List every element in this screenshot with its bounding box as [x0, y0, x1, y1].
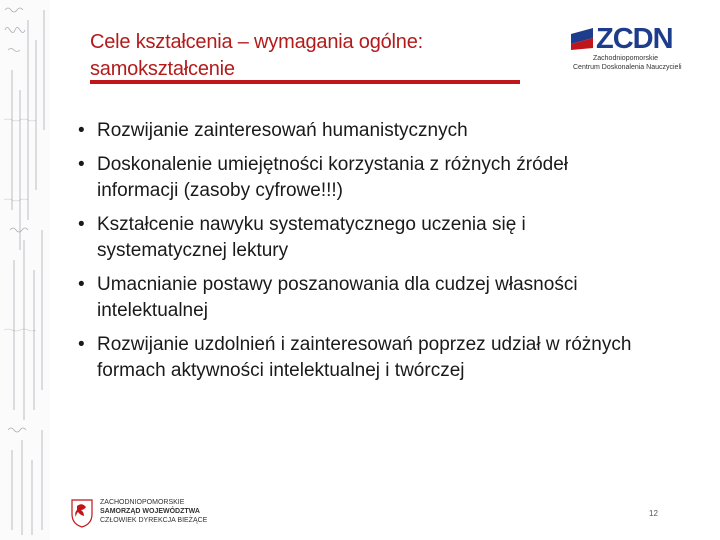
bullet-item: [75, 118, 645, 144]
bullet-text: Rozwijanie zainteresowań humanistycznych: [97, 120, 468, 141]
footer-line3: CZŁOWIEK DYREKCJA BIEŻĄCE: [100, 517, 208, 524]
footer-logo: [70, 496, 208, 530]
page-number: 12: [649, 509, 658, 518]
griffin-crest-icon: [70, 498, 94, 528]
bullet-text: Kształcenie nawyku systematycznego uczenia się i systematycznej lektury: [97, 214, 526, 261]
footer-line1: ZACHODNIOPOMORSKIE: [100, 499, 185, 506]
footer-line2: SAMORZĄD WOJEWÓDZTWA: [100, 508, 200, 515]
bullet-text: Rozwijanie uzdolnień i zainteresowań poprzez udział w różnych formach aktywności intelektualnej i twórczej: [97, 334, 632, 381]
bullet-marker: •: [78, 334, 85, 355]
footer-text: [100, 498, 207, 525]
handwriting-strip-graphic: [0, 0, 50, 540]
handwriting-decoration: [0, 0, 50, 540]
logo-wordmark: ZCDN: [596, 23, 673, 55]
slide-title: [90, 29, 510, 83]
zcdn-flag-icon: [571, 28, 593, 50]
bullet-marker: •: [78, 120, 85, 141]
bullet-marker: •: [78, 274, 85, 295]
logo-subtitle-line2: Centrum Doskonalenia Nauczycieli: [573, 64, 682, 71]
bullet-marker: •: [78, 154, 85, 175]
bullet-item: [75, 332, 645, 384]
bullet-item: [75, 212, 645, 264]
bullet-item: [75, 152, 645, 204]
bullet-item: [75, 272, 645, 324]
zcdn-logo: [571, 23, 683, 76]
slide-title-line2: samokształcenie: [90, 58, 235, 80]
bullet-text: Doskonalenie umiejętności korzystania z różnych źródeł informacji (zasoby cyfrowe!!!): [97, 154, 569, 201]
logo-subtitle-line1: Zachodniopomorskie: [593, 55, 658, 62]
slide-title-line1: Cele kształcenia – wymagania ogólne:: [90, 31, 423, 53]
bullet-marker: •: [78, 214, 85, 235]
bullet-list: [75, 118, 645, 392]
bullet-text: Umacnianie postawy poszanowania dla cudzej własności intelektualnej: [97, 274, 578, 321]
title-underline: [90, 80, 520, 84]
